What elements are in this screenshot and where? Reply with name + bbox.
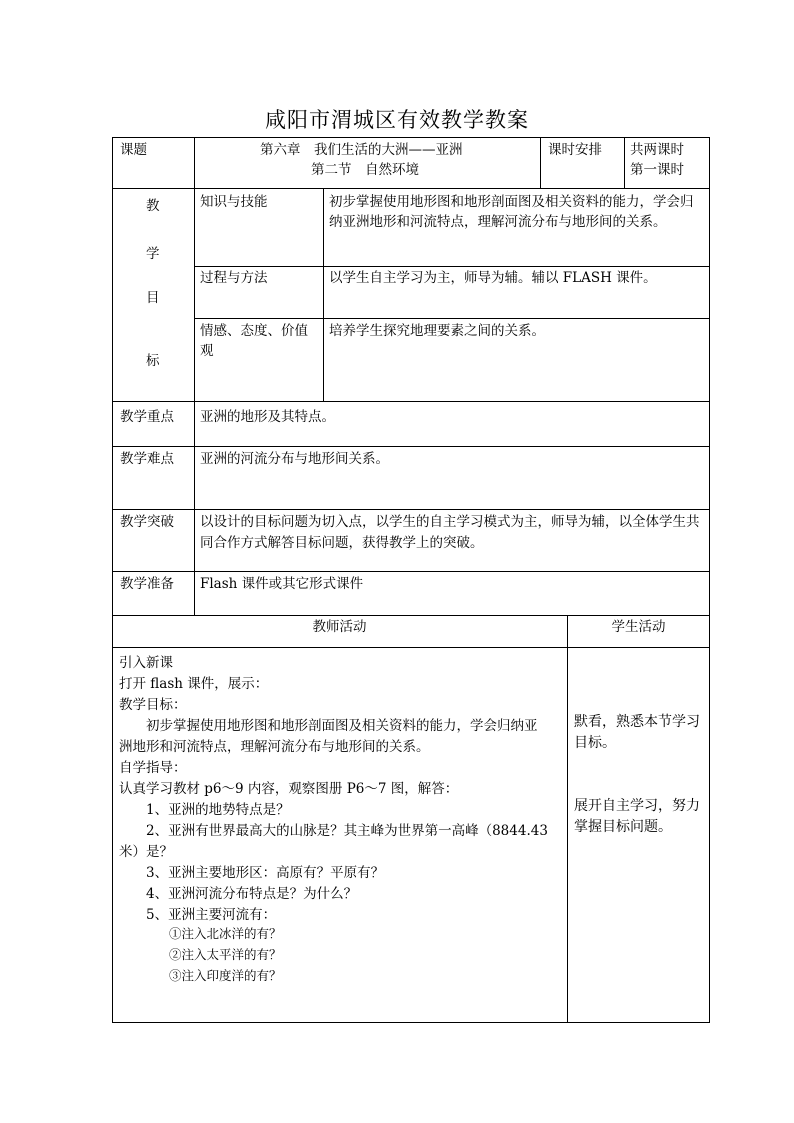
- teacher-line: 3、亚洲主要地形区：高原有？平原有？: [119, 865, 385, 881]
- teacher-activity-header: 教师活动: [312, 619, 367, 635]
- teacher-line: 4、亚洲河流分布特点是？为什么？: [119, 886, 358, 902]
- difficulty-label: 教学难点: [120, 451, 174, 467]
- teacher-line: 引入新课: [119, 655, 173, 671]
- objective-knowledge-text: 初步掌握使用地形图和地形剖面图及相关资料的能力，学会归纳亚洲地形和河流特点，理解河流分布与地形间的关系。: [329, 194, 694, 230]
- objective-attitude-label: 情感、态度、价值观: [200, 323, 308, 359]
- objectives-char: 学: [146, 246, 160, 262]
- teacher-line: 打开 flash 课件，展示：: [119, 676, 269, 692]
- objectives-char: 教: [146, 198, 160, 214]
- preparation-label: 教学准备: [120, 576, 174, 592]
- difficulty-text: 亚洲的河流分布与地形间关系。: [200, 451, 389, 467]
- objectives-char: 标: [146, 353, 160, 369]
- teacher-line: 5、亚洲主要河流有：: [119, 907, 277, 923]
- objective-process-text: 以学生自主学习为主，师导为辅。辅以 FLASH 课件。: [329, 270, 657, 286]
- teacher-line: 自学指导：: [119, 760, 187, 776]
- topic-section: 第二节 自然环境: [311, 162, 419, 178]
- key-point-label: 教学重点: [120, 409, 174, 425]
- student-activity-header: 学生活动: [611, 619, 666, 635]
- teacher-line: 2、亚洲有世界最高大的山脉是？其主峰为世界第一高峰（8844.43: [119, 823, 548, 839]
- document-title: 咸阳市渭城区有效教学教案: [265, 108, 529, 132]
- teacher-line: 1、亚洲的地势特点是？: [119, 802, 290, 818]
- preparation-text: Flash 课件或其它形式课件: [200, 576, 364, 592]
- schedule-label: 课时安排: [548, 142, 602, 158]
- breakthrough-label: 教学突破: [120, 514, 174, 530]
- topic-label: 课题: [120, 142, 147, 158]
- objective-attitude-text: 培养学生探究地理要素之间的关系。: [329, 323, 545, 339]
- breakthrough-text: 以设计的目标问题为切入点，以学生的自主学习模式为主，师导为辅，以全体学生共同合作方式解答目标问题，获得教学上的突破。: [200, 514, 700, 551]
- topic-chapter: 第六章 我们生活的大洲——亚洲: [260, 142, 463, 158]
- student-activity-2: 展开自主学习，努力掌握目标问题。: [574, 798, 700, 835]
- teacher-line: ③注入印度洋的有？: [119, 968, 282, 983]
- teacher-line: ①注入北冰洋的有？: [119, 926, 282, 941]
- teacher-line: 初步掌握使用地形图和地形剖面图及相关资料的能力，学会归纳亚: [119, 718, 538, 734]
- schedule-current: 第一课时: [630, 162, 684, 178]
- teacher-line: ②注入太平洋的有？: [119, 947, 282, 962]
- objective-process-label: 过程与方法: [200, 270, 268, 286]
- teacher-line: 认真学习教材 p6～9 内容，观察图册 P6～7 图，解答：: [119, 781, 459, 797]
- key-point-text: 亚洲的地形及其特点。: [200, 409, 335, 425]
- teacher-line: 教学目标：: [119, 697, 187, 713]
- teacher-line: 米）是？: [119, 844, 173, 860]
- objective-knowledge-label: 知识与技能: [200, 194, 268, 210]
- schedule-total: 共两课时: [630, 142, 684, 158]
- student-activity-1: 默看，熟悉本节学习目标。: [574, 714, 700, 751]
- objectives-char: 目: [146, 290, 160, 306]
- teacher-line: 洲地形和河流特点，理解河流分布与地形间的关系。: [119, 739, 430, 755]
